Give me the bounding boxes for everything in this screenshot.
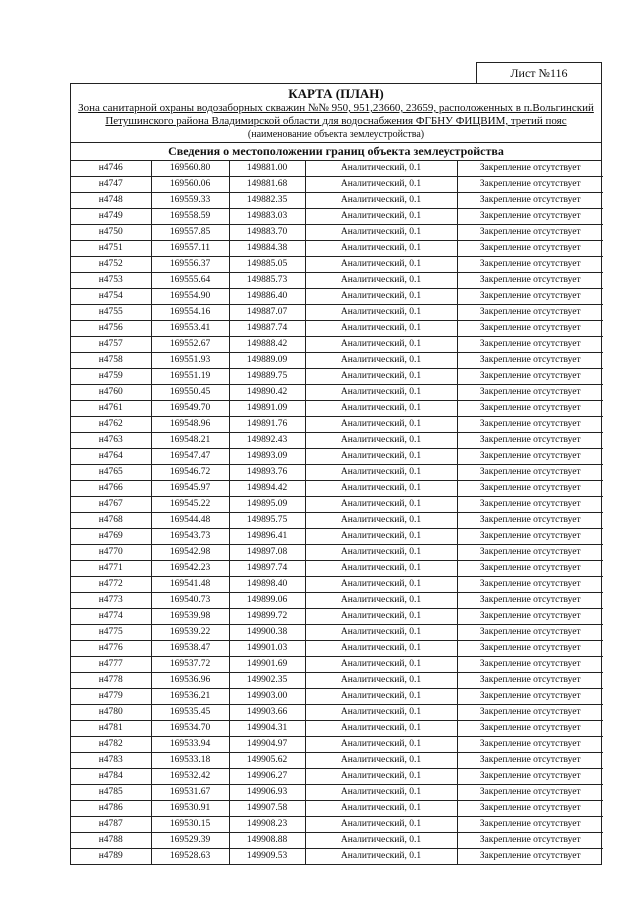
point-id-cell: н4752: [71, 257, 151, 273]
fixing-cell: Закрепление отсутствует: [457, 657, 603, 673]
y-coordinate-cell: 149886.40: [229, 289, 305, 305]
y-coordinate-cell: 149900.38: [229, 625, 305, 641]
x-coordinate-cell: 169533.94: [151, 737, 229, 753]
point-id-cell: н4758: [71, 353, 151, 369]
x-coordinate-cell: 169550.45: [151, 385, 229, 401]
table-row: [71, 833, 603, 849]
table-row: [71, 273, 603, 289]
fixing-cell: Закрепление отсутствует: [457, 593, 603, 609]
x-coordinate-cell: 169541.48: [151, 577, 229, 593]
point-id-cell: н4761: [71, 401, 151, 417]
x-coordinate-cell: 169551.93: [151, 353, 229, 369]
method-cell: Аналитический, 0.1: [305, 321, 457, 337]
table-row: [71, 385, 603, 401]
table-row: [71, 673, 603, 689]
x-coordinate-cell: 169557.11: [151, 241, 229, 257]
point-id-cell: н4767: [71, 497, 151, 513]
table-row: [71, 465, 603, 481]
y-coordinate-cell: 149901.03: [229, 641, 305, 657]
point-id-cell: н4754: [71, 289, 151, 305]
y-coordinate-cell: 149898.40: [229, 577, 305, 593]
method-cell: Аналитический, 0.1: [305, 257, 457, 273]
table-row: [71, 849, 603, 865]
fixing-cell: Закрепление отсутствует: [457, 449, 603, 465]
point-id-cell: н4748: [71, 193, 151, 209]
method-cell: Аналитический, 0.1: [305, 305, 457, 321]
method-cell: Аналитический, 0.1: [305, 337, 457, 353]
y-coordinate-cell: 149891.76: [229, 417, 305, 433]
point-id-cell: н4782: [71, 737, 151, 753]
x-coordinate-cell: 169548.21: [151, 433, 229, 449]
point-id-cell: н4762: [71, 417, 151, 433]
fixing-cell: Закрепление отсутствует: [457, 673, 603, 689]
table-row: [71, 337, 603, 353]
method-cell: Аналитический, 0.1: [305, 801, 457, 817]
y-coordinate-cell: 149887.07: [229, 305, 305, 321]
fixing-cell: Закрепление отсутствует: [457, 833, 603, 849]
fixing-cell: Закрепление отсутствует: [457, 513, 603, 529]
x-coordinate-cell: 169530.15: [151, 817, 229, 833]
point-id-cell: н4763: [71, 433, 151, 449]
point-id-cell: н4777: [71, 657, 151, 673]
method-cell: Аналитический, 0.1: [305, 433, 457, 449]
point-id-cell: н4783: [71, 753, 151, 769]
fixing-cell: Закрепление отсутствует: [457, 337, 603, 353]
fixing-cell: Закрепление отсутствует: [457, 385, 603, 401]
page-title: КАРТА (ПЛАН): [288, 86, 384, 101]
y-coordinate-cell: 149894.42: [229, 481, 305, 497]
fixing-cell: Закрепление отсутствует: [457, 497, 603, 513]
point-id-cell: н4786: [71, 801, 151, 817]
y-coordinate-cell: 149882.35: [229, 193, 305, 209]
point-id-cell: н4784: [71, 769, 151, 785]
fixing-cell: Закрепление отсутствует: [457, 545, 603, 561]
x-coordinate-cell: 169545.97: [151, 481, 229, 497]
y-coordinate-cell: 149899.72: [229, 609, 305, 625]
point-id-cell: н4750: [71, 225, 151, 241]
document-header: [71, 84, 601, 143]
point-id-cell: н4772: [71, 577, 151, 593]
fixing-cell: Закрепление отсутствует: [457, 353, 603, 369]
method-cell: Аналитический, 0.1: [305, 545, 457, 561]
y-coordinate-cell: 149905.62: [229, 753, 305, 769]
fixing-cell: Закрепление отсутствует: [457, 609, 603, 625]
fixing-cell: Закрепление отсутствует: [457, 769, 603, 785]
table-row: [71, 481, 603, 497]
y-coordinate-cell: 149897.74: [229, 561, 305, 577]
method-cell: Аналитический, 0.1: [305, 593, 457, 609]
fixing-cell: Закрепление отсутствует: [457, 481, 603, 497]
x-coordinate-cell: 169529.39: [151, 833, 229, 849]
y-coordinate-cell: 149885.73: [229, 273, 305, 289]
y-coordinate-cell: 149906.93: [229, 785, 305, 801]
x-coordinate-cell: 169554.90: [151, 289, 229, 305]
fixing-cell: Закрепление отсутствует: [457, 433, 603, 449]
x-coordinate-cell: 169535.45: [151, 705, 229, 721]
y-coordinate-cell: 149901.69: [229, 657, 305, 673]
x-coordinate-cell: 169534.70: [151, 721, 229, 737]
table-row: [71, 209, 603, 225]
point-id-cell: н4764: [71, 449, 151, 465]
method-cell: Аналитический, 0.1: [305, 513, 457, 529]
fixing-cell: Закрепление отсутствует: [457, 721, 603, 737]
fixing-cell: Закрепление отсутствует: [457, 641, 603, 657]
y-coordinate-cell: 149893.76: [229, 465, 305, 481]
method-cell: Аналитический, 0.1: [305, 705, 457, 721]
point-id-cell: н4775: [71, 625, 151, 641]
point-id-cell: н4765: [71, 465, 151, 481]
method-cell: Аналитический, 0.1: [305, 417, 457, 433]
table-row: [71, 753, 603, 769]
x-coordinate-cell: 169532.42: [151, 769, 229, 785]
point-id-cell: н4781: [71, 721, 151, 737]
y-coordinate-cell: 149887.74: [229, 321, 305, 337]
table-row: [71, 369, 603, 385]
point-id-cell: н4776: [71, 641, 151, 657]
method-cell: Аналитический, 0.1: [305, 177, 457, 193]
table-row: [71, 305, 603, 321]
x-coordinate-cell: 169560.80: [151, 161, 229, 177]
fixing-cell: Закрепление отсутствует: [457, 849, 603, 865]
fixing-cell: Закрепление отсутствует: [457, 817, 603, 833]
table-row: [71, 225, 603, 241]
table-row: [71, 241, 603, 257]
method-cell: Аналитический, 0.1: [305, 561, 457, 577]
fixing-cell: Закрепление отсутствует: [457, 209, 603, 225]
fixing-cell: Закрепление отсутствует: [457, 737, 603, 753]
fixing-cell: Закрепление отсутствует: [457, 561, 603, 577]
y-coordinate-cell: 149889.75: [229, 369, 305, 385]
y-coordinate-cell: 149908.23: [229, 817, 305, 833]
table-row: [71, 513, 603, 529]
fixing-cell: Закрепление отсутствует: [457, 305, 603, 321]
object-caption: (наименование объекта землеустройства): [247, 129, 425, 140]
point-id-cell: н4766: [71, 481, 151, 497]
x-coordinate-cell: 169545.22: [151, 497, 229, 513]
table-row: [71, 737, 603, 753]
table-row: [71, 321, 603, 337]
x-coordinate-cell: 169553.41: [151, 321, 229, 337]
fixing-cell: Закрепление отсутствует: [457, 465, 603, 481]
table-row: [71, 529, 603, 545]
table-row: [71, 417, 603, 433]
x-coordinate-cell: 169558.59: [151, 209, 229, 225]
fixing-cell: Закрепление отсутствует: [457, 705, 603, 721]
point-id-cell: н4779: [71, 689, 151, 705]
y-coordinate-cell: 149907.58: [229, 801, 305, 817]
method-cell: Аналитический, 0.1: [305, 689, 457, 705]
table-row: [71, 625, 603, 641]
y-coordinate-cell: 149899.06: [229, 593, 305, 609]
table-row: [71, 577, 603, 593]
table-row: [71, 353, 603, 369]
fixing-cell: Закрепление отсутствует: [457, 369, 603, 385]
point-id-cell: н4746: [71, 161, 151, 177]
method-cell: Аналитический, 0.1: [305, 385, 457, 401]
method-cell: Аналитический, 0.1: [305, 273, 457, 289]
method-cell: Аналитический, 0.1: [305, 497, 457, 513]
table-row: [71, 657, 603, 673]
method-cell: Аналитический, 0.1: [305, 209, 457, 225]
point-id-cell: н4760: [71, 385, 151, 401]
table-row: [71, 593, 603, 609]
method-cell: Аналитический, 0.1: [305, 833, 457, 849]
point-id-cell: н4749: [71, 209, 151, 225]
table-row: [71, 177, 603, 193]
fixing-cell: Закрепление отсутствует: [457, 225, 603, 241]
y-coordinate-cell: 149889.09: [229, 353, 305, 369]
table-row: [71, 801, 603, 817]
y-coordinate-cell: 149888.42: [229, 337, 305, 353]
method-cell: Аналитический, 0.1: [305, 673, 457, 689]
y-coordinate-cell: 149897.08: [229, 545, 305, 561]
point-id-cell: н4756: [71, 321, 151, 337]
fixing-cell: Закрепление отсутствует: [457, 753, 603, 769]
fixing-cell: Закрепление отсутствует: [457, 801, 603, 817]
x-coordinate-cell: 169533.18: [151, 753, 229, 769]
x-coordinate-cell: 169559.33: [151, 193, 229, 209]
x-coordinate-cell: 169547.47: [151, 449, 229, 465]
method-cell: Аналитический, 0.1: [305, 817, 457, 833]
x-coordinate-cell: 169552.67: [151, 337, 229, 353]
y-coordinate-cell: 149893.09: [229, 449, 305, 465]
method-cell: Аналитический, 0.1: [305, 641, 457, 657]
method-cell: Аналитический, 0.1: [305, 225, 457, 241]
table-row: [71, 193, 603, 209]
y-coordinate-cell: 149892.43: [229, 433, 305, 449]
y-coordinate-cell: 149883.03: [229, 209, 305, 225]
method-cell: Аналитический, 0.1: [305, 657, 457, 673]
x-coordinate-cell: 169540.73: [151, 593, 229, 609]
method-cell: Аналитический, 0.1: [305, 785, 457, 801]
y-coordinate-cell: 149881.00: [229, 161, 305, 177]
x-coordinate-cell: 169554.16: [151, 305, 229, 321]
x-coordinate-cell: 169542.98: [151, 545, 229, 561]
y-coordinate-cell: 149904.97: [229, 737, 305, 753]
fixing-cell: Закрепление отсутствует: [457, 577, 603, 593]
y-coordinate-cell: 149881.68: [229, 177, 305, 193]
fixing-cell: Закрепление отсутствует: [457, 785, 603, 801]
method-cell: Аналитический, 0.1: [305, 449, 457, 465]
method-cell: Аналитический, 0.1: [305, 241, 457, 257]
x-coordinate-cell: 169531.67: [151, 785, 229, 801]
point-id-cell: н4789: [71, 849, 151, 865]
x-coordinate-cell: 169548.96: [151, 417, 229, 433]
y-coordinate-cell: 149896.41: [229, 529, 305, 545]
table-row: [71, 561, 603, 577]
point-id-cell: н4774: [71, 609, 151, 625]
method-cell: Аналитический, 0.1: [305, 369, 457, 385]
point-id-cell: н4755: [71, 305, 151, 321]
fixing-cell: Закрепление отсутствует: [457, 241, 603, 257]
table-row: [71, 721, 603, 737]
x-coordinate-cell: 169528.63: [151, 849, 229, 865]
section-title: Сведения о местоположении границ объекта землеустройства: [71, 143, 601, 161]
method-cell: Аналитический, 0.1: [305, 353, 457, 369]
point-id-cell: н4780: [71, 705, 151, 721]
y-coordinate-cell: 149884.38: [229, 241, 305, 257]
table-row: [71, 689, 603, 705]
y-coordinate-cell: 149909.53: [229, 849, 305, 865]
fixing-cell: Закрепление отсутствует: [457, 273, 603, 289]
method-cell: Аналитический, 0.1: [305, 529, 457, 545]
x-coordinate-cell: 169539.98: [151, 609, 229, 625]
x-coordinate-cell: 169536.21: [151, 689, 229, 705]
method-cell: Аналитический, 0.1: [305, 161, 457, 177]
method-cell: Аналитический, 0.1: [305, 753, 457, 769]
point-id-cell: н4785: [71, 785, 151, 801]
fixing-cell: Закрепление отсутствует: [457, 289, 603, 305]
table-row: [71, 641, 603, 657]
x-coordinate-cell: 169538.47: [151, 641, 229, 657]
y-coordinate-cell: 149902.35: [229, 673, 305, 689]
y-coordinate-cell: 149903.66: [229, 705, 305, 721]
method-cell: Аналитический, 0.1: [305, 481, 457, 497]
x-coordinate-cell: 169560.06: [151, 177, 229, 193]
y-coordinate-cell: 149891.09: [229, 401, 305, 417]
fixing-cell: Закрепление отсутствует: [457, 689, 603, 705]
point-id-cell: н4759: [71, 369, 151, 385]
method-cell: Аналитический, 0.1: [305, 465, 457, 481]
y-coordinate-cell: 149895.09: [229, 497, 305, 513]
method-cell: Аналитический, 0.1: [305, 721, 457, 737]
method-cell: Аналитический, 0.1: [305, 577, 457, 593]
x-coordinate-cell: 169539.22: [151, 625, 229, 641]
point-id-cell: н4770: [71, 545, 151, 561]
point-id-cell: н4773: [71, 593, 151, 609]
x-coordinate-cell: 169542.23: [151, 561, 229, 577]
document-frame: [70, 83, 602, 865]
method-cell: Аналитический, 0.1: [305, 849, 457, 865]
point-id-cell: н4747: [71, 177, 151, 193]
point-id-cell: н4757: [71, 337, 151, 353]
table-row: [71, 289, 603, 305]
y-coordinate-cell: 149908.88: [229, 833, 305, 849]
x-coordinate-cell: 169536.96: [151, 673, 229, 689]
table-row: [71, 817, 603, 833]
point-id-cell: н4788: [71, 833, 151, 849]
table-row: [71, 161, 603, 177]
fixing-cell: Закрепление отсутствует: [457, 193, 603, 209]
table-row: [71, 449, 603, 465]
point-id-cell: н4769: [71, 529, 151, 545]
x-coordinate-cell: 169543.73: [151, 529, 229, 545]
fixing-cell: Закрепление отсутствует: [457, 257, 603, 273]
table-row: [71, 769, 603, 785]
x-coordinate-cell: 169555.64: [151, 273, 229, 289]
point-id-cell: н4753: [71, 273, 151, 289]
method-cell: Аналитический, 0.1: [305, 737, 457, 753]
x-coordinate-cell: 169544.48: [151, 513, 229, 529]
table-row: [71, 257, 603, 273]
table-row: [71, 545, 603, 561]
y-coordinate-cell: 149904.31: [229, 721, 305, 737]
x-coordinate-cell: 169549.70: [151, 401, 229, 417]
method-cell: Аналитический, 0.1: [305, 289, 457, 305]
point-id-cell: н4751: [71, 241, 151, 257]
y-coordinate-cell: 149903.00: [229, 689, 305, 705]
point-id-cell: н4771: [71, 561, 151, 577]
y-coordinate-cell: 149883.70: [229, 225, 305, 241]
table-row: [71, 497, 603, 513]
x-coordinate-cell: 169551.19: [151, 369, 229, 385]
method-cell: Аналитический, 0.1: [305, 401, 457, 417]
point-id-cell: н4768: [71, 513, 151, 529]
x-coordinate-cell: 169556.37: [151, 257, 229, 273]
x-coordinate-cell: 169557.85: [151, 225, 229, 241]
point-id-cell: н4787: [71, 817, 151, 833]
fixing-cell: Закрепление отсутствует: [457, 401, 603, 417]
fixing-cell: Закрепление отсутствует: [457, 529, 603, 545]
fixing-cell: Закрепление отсутствует: [457, 625, 603, 641]
fixing-cell: Закрепление отсутствует: [457, 177, 603, 193]
x-coordinate-cell: 169530.91: [151, 801, 229, 817]
method-cell: Аналитический, 0.1: [305, 193, 457, 209]
table-row: [71, 785, 603, 801]
x-coordinate-cell: 169546.72: [151, 465, 229, 481]
y-coordinate-cell: 149885.05: [229, 257, 305, 273]
y-coordinate-cell: 149906.27: [229, 769, 305, 785]
method-cell: Аналитический, 0.1: [305, 609, 457, 625]
method-cell: Аналитический, 0.1: [305, 625, 457, 641]
x-coordinate-cell: 169537.72: [151, 657, 229, 673]
sheet-number: Лист №116: [476, 62, 602, 84]
y-coordinate-cell: 149895.75: [229, 513, 305, 529]
table-row: [71, 609, 603, 625]
object-description: Зона санитарной охраны водозаборных скважин №№ 950, 951,23660, 23659, расположенных в п.Вольгинский Петушинского района Владимирской области для водоснабжения ФГБНУ ФИЦВИМ, третий пояс: [78, 102, 594, 127]
y-coordinate-cell: 149890.42: [229, 385, 305, 401]
fixing-cell: Закрепление отсутствует: [457, 161, 603, 177]
fixing-cell: Закрепление отсутствует: [457, 417, 603, 433]
table-row: [71, 705, 603, 721]
table-row: [71, 433, 603, 449]
method-cell: Аналитический, 0.1: [305, 769, 457, 785]
point-id-cell: н4778: [71, 673, 151, 689]
table-row: [71, 401, 603, 417]
fixing-cell: Закрепление отсутствует: [457, 321, 603, 337]
coordinates-table: [71, 161, 603, 864]
